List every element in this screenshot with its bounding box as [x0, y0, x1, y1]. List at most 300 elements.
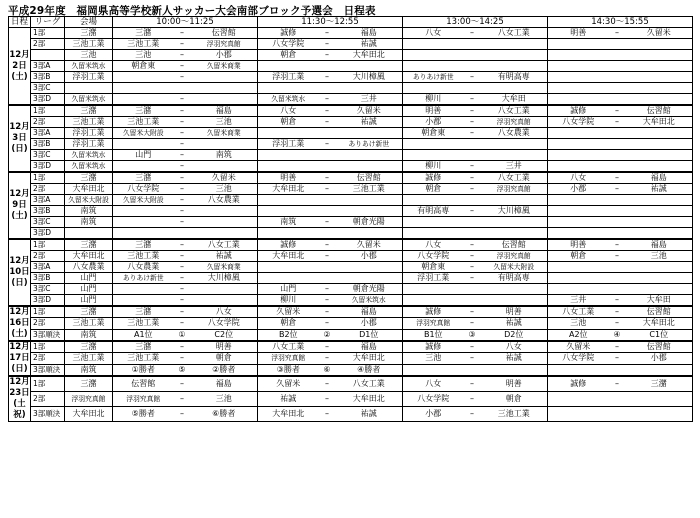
away-team: 八女: [481, 341, 548, 353]
venue-cell: 三潴: [65, 341, 113, 353]
home-team: [258, 128, 319, 139]
match-separator: –: [319, 239, 336, 251]
away-team: C1位: [626, 329, 693, 341]
match-separator: –: [464, 206, 481, 217]
match-separator: –: [174, 161, 191, 173]
venue-cell: [65, 228, 113, 240]
match-separator: [609, 217, 626, 228]
home-team: 三潴: [113, 28, 174, 39]
away-team: 大牟田北: [626, 117, 693, 128]
match-separator: –: [464, 184, 481, 195]
match-separator: –: [609, 376, 626, 392]
home-team: [403, 364, 464, 376]
match-separator: –: [174, 172, 191, 184]
venue-cell: 三潴: [65, 28, 113, 39]
venue-cell: 大牟田北: [65, 184, 113, 195]
away-team: 大牟田北: [626, 318, 693, 329]
match-separator: –: [174, 262, 191, 273]
home-team: 誠修: [548, 376, 609, 392]
away-team: 久留米: [626, 28, 693, 39]
match-separator: –: [464, 72, 481, 83]
home-team: [258, 61, 319, 72]
league-cell: 3部D: [31, 228, 65, 240]
home-team: [113, 94, 174, 106]
venue-cell: 浮羽究真館: [65, 392, 113, 407]
match-separator: [609, 392, 626, 407]
match-separator: [609, 72, 626, 83]
away-team: D2位: [481, 329, 548, 341]
home-team: 久留米: [258, 306, 319, 318]
home-team: [258, 195, 319, 206]
away-team: 浮羽究真館: [481, 117, 548, 128]
away-team: [626, 284, 693, 295]
page-title: 平成29年度 福岡県高等学校新人サッカー大会南部ブロック予選会 日程表: [8, 5, 376, 17]
match-separator: –: [609, 184, 626, 195]
home-team: [548, 228, 609, 240]
league-cell: 3部順決: [31, 329, 65, 341]
venue-cell: 三池: [65, 50, 113, 61]
match-separator: –: [464, 251, 481, 262]
league-cell: [31, 50, 65, 61]
away-team: 祐誠: [481, 353, 548, 364]
away-team: [481, 39, 548, 50]
away-team: 八女工業: [191, 239, 258, 251]
venue-cell: 三潴: [65, 172, 113, 184]
home-team: [258, 228, 319, 240]
home-team: 朝倉: [548, 251, 609, 262]
home-team: ⑤勝者: [113, 407, 174, 422]
home-team: 明善: [403, 105, 464, 117]
home-team: 久留米: [258, 376, 319, 392]
home-team: 三井: [548, 295, 609, 307]
home-team: [113, 217, 174, 228]
match-separator: –: [174, 306, 191, 318]
match-separator: [609, 83, 626, 94]
home-team: 三池工業: [113, 251, 174, 262]
match-separator: [319, 262, 336, 273]
away-team: [481, 284, 548, 295]
away-team: ②勝者: [191, 364, 258, 376]
match-separator: –: [319, 72, 336, 83]
home-team: 大牟田北: [258, 184, 319, 195]
away-team: [626, 128, 693, 139]
match-separator: –: [174, 392, 191, 407]
match-separator: –: [319, 376, 336, 392]
home-team: 三池: [548, 318, 609, 329]
home-team: [403, 39, 464, 50]
away-team: [336, 228, 403, 240]
match-separator: –: [174, 341, 191, 353]
away-team: [626, 94, 693, 106]
schedule-row: [9, 117, 693, 128]
schedule-row: [9, 128, 693, 139]
home-team: 八女工業: [258, 341, 319, 353]
schedule-row: [9, 273, 693, 284]
venue-cell: 三池工業: [65, 318, 113, 329]
match-separator: –: [174, 239, 191, 251]
date-cell: 12月16日(土): [9, 307, 30, 339]
away-team: [626, 392, 693, 407]
away-team: 大牟田北: [336, 392, 403, 407]
league-cell: 2部: [31, 318, 65, 329]
away-team: D1位: [336, 329, 403, 341]
match-separator: [319, 128, 336, 139]
home-team: 朝倉東: [113, 61, 174, 72]
match-separator: [609, 364, 626, 376]
match-separator: –: [174, 139, 191, 150]
match-separator: –: [174, 195, 191, 206]
away-team: [336, 83, 403, 94]
home-team: 誠修: [403, 306, 464, 318]
away-team: [481, 50, 548, 61]
away-team: 大牟田北: [336, 50, 403, 61]
away-team: [336, 61, 403, 72]
away-team: [191, 72, 258, 83]
match-separator: –: [464, 306, 481, 318]
home-team: 八女: [403, 239, 464, 251]
date-cell: 12月3日(日): [9, 105, 31, 172]
match-separator: –: [174, 128, 191, 139]
away-team: [336, 206, 403, 217]
away-team: [626, 72, 693, 83]
home-team: [403, 195, 464, 206]
home-team: 八女学院: [548, 117, 609, 128]
home-team: [258, 206, 319, 217]
match-separator: –: [464, 172, 481, 184]
away-team: 久留米商業: [191, 262, 258, 273]
away-team: 八女工業: [481, 172, 548, 184]
away-team: 福島: [626, 172, 693, 184]
away-team: [626, 407, 693, 422]
match-separator: [464, 61, 481, 72]
match-separator: –: [464, 318, 481, 329]
home-team: [113, 206, 174, 217]
home-team: 朝倉: [258, 117, 319, 128]
away-team: 福島: [191, 376, 258, 392]
home-team: [403, 50, 464, 61]
match-separator: –: [464, 105, 481, 117]
away-team: 祐誠: [336, 39, 403, 50]
match-separator: [319, 61, 336, 72]
match-separator: –: [319, 284, 336, 295]
match-separator: [609, 128, 626, 139]
away-team: 朝倉光陽: [336, 217, 403, 228]
away-team: 浮羽究真館: [481, 251, 548, 262]
away-team: ④勝者: [336, 364, 403, 376]
home-team: [548, 284, 609, 295]
home-team: [548, 273, 609, 284]
away-team: 八女工業: [481, 105, 548, 117]
header-date: 日程: [9, 17, 31, 28]
home-team: 柳川: [258, 295, 319, 307]
venue-cell: 山門: [65, 284, 113, 295]
away-team: [481, 217, 548, 228]
match-separator: –: [609, 239, 626, 251]
home-team: 大牟田北: [258, 407, 319, 422]
match-separator: [464, 150, 481, 161]
away-team: 八女: [191, 306, 258, 318]
match-separator: [319, 83, 336, 94]
match-separator: –: [174, 184, 191, 195]
away-team: [481, 83, 548, 94]
schedule-body: [9, 28, 693, 422]
away-team: 三潴: [626, 376, 693, 392]
home-team: [113, 83, 174, 94]
match-separator: –: [174, 72, 191, 83]
home-team: 明善: [548, 28, 609, 39]
home-team: [403, 284, 464, 295]
home-team: 八女学院: [113, 184, 174, 195]
league-cell: 2部: [31, 39, 65, 50]
schedule-row: [9, 172, 693, 184]
away-team: 有明高専: [481, 72, 548, 83]
league-cell: 1部: [31, 341, 65, 353]
home-team: A1位: [113, 329, 174, 341]
home-team: [548, 262, 609, 273]
home-team: [548, 195, 609, 206]
away-team: 大川樟風: [191, 273, 258, 284]
match-separator: [609, 161, 626, 173]
away-team: 福島: [191, 105, 258, 117]
away-team: 三池: [191, 184, 258, 195]
home-team: 八女学院: [258, 39, 319, 50]
league-cell: 3部B: [31, 206, 65, 217]
match-separator: [609, 61, 626, 72]
home-team: 伝習館: [113, 376, 174, 392]
match-separator: –: [609, 295, 626, 307]
match-separator: ②: [319, 329, 336, 341]
match-separator: –: [319, 251, 336, 262]
league-cell: 2部: [31, 184, 65, 195]
away-team: 福島: [336, 28, 403, 39]
away-team: [191, 217, 258, 228]
match-separator: –: [609, 117, 626, 128]
away-team: 伝習館: [336, 172, 403, 184]
away-team: 浮羽究真館: [481, 184, 548, 195]
away-team: [481, 195, 548, 206]
league-cell: 2部: [31, 251, 65, 262]
match-separator: [319, 161, 336, 173]
home-team: [548, 72, 609, 83]
schedule-row: [9, 284, 693, 295]
home-team: 久留米: [548, 341, 609, 353]
venue-cell: [65, 83, 113, 94]
home-team: 三池工業: [113, 318, 174, 329]
match-separator: ①: [174, 329, 191, 341]
league-cell: 3部C: [31, 83, 65, 94]
home-team: 八女学院: [403, 392, 464, 407]
away-team: 久留米商業: [191, 128, 258, 139]
header-venue: 会場: [65, 17, 113, 28]
away-team: 三井: [481, 161, 548, 173]
venue-cell: 八女農業: [65, 262, 113, 273]
venue-cell: 久留米大附設: [65, 195, 113, 206]
away-team: [191, 295, 258, 307]
home-team: 山門: [113, 150, 174, 161]
match-separator: –: [174, 217, 191, 228]
match-separator: [609, 139, 626, 150]
match-separator: [464, 50, 481, 61]
home-team: 八女工業: [548, 306, 609, 318]
match-separator: [319, 228, 336, 240]
venue-cell: 三潴: [65, 306, 113, 318]
match-separator: –: [319, 306, 336, 318]
home-team: B1位: [403, 329, 464, 341]
venue-cell: 三潴: [65, 239, 113, 251]
home-team: [113, 228, 174, 240]
league-cell: 3部D: [31, 295, 65, 307]
away-team: 大牟田: [481, 94, 548, 106]
match-separator: [464, 39, 481, 50]
away-team: 明善: [481, 376, 548, 392]
match-separator: –: [319, 295, 336, 307]
away-team: 八女農業: [191, 195, 258, 206]
home-team: B2位: [258, 329, 319, 341]
league-cell: 3部A: [31, 195, 65, 206]
home-team: ありあけ新世: [113, 273, 174, 284]
match-separator: [464, 364, 481, 376]
away-team: 久留米: [336, 105, 403, 117]
match-separator: [174, 83, 191, 94]
away-team: 伝習館: [626, 306, 693, 318]
away-team: [626, 83, 693, 94]
away-team: 祐誠: [481, 318, 548, 329]
away-team: [626, 262, 693, 273]
match-separator: ③: [464, 329, 481, 341]
schedule-row: [9, 161, 693, 173]
venue-cell: 久留米筑水: [65, 150, 113, 161]
schedule-row: [9, 184, 693, 195]
match-separator: –: [319, 318, 336, 329]
away-team: [626, 273, 693, 284]
home-team: [403, 61, 464, 72]
home-team: 祐誠: [258, 392, 319, 407]
away-team: [191, 228, 258, 240]
away-team: ⑥勝者: [191, 407, 258, 422]
schedule-row: [9, 251, 693, 262]
match-separator: [464, 228, 481, 240]
home-team: ありあけ新世: [403, 72, 464, 83]
league-cell: 3部C: [31, 150, 65, 161]
home-team: [403, 150, 464, 161]
match-separator: –: [609, 306, 626, 318]
home-team: ③勝者: [258, 364, 319, 376]
schedule-row: [9, 306, 693, 318]
away-team: 久留米筑水: [336, 295, 403, 307]
home-team: 三池工業: [113, 39, 174, 50]
home-team: [548, 161, 609, 173]
home-team: 小郡: [548, 184, 609, 195]
header-slot: 14:30～15:55: [548, 17, 693, 28]
match-separator: [464, 139, 481, 150]
home-team: [403, 295, 464, 307]
venue-cell: 浮羽工業: [65, 72, 113, 83]
match-separator: –: [319, 94, 336, 106]
away-team: 福島: [336, 306, 403, 318]
schedule-row: [9, 61, 693, 72]
match-separator: [609, 195, 626, 206]
league-cell: 3部A: [31, 61, 65, 72]
away-team: 大牟田北: [336, 353, 403, 364]
away-team: 八女学院: [191, 318, 258, 329]
venue-cell: 浮羽工業: [65, 128, 113, 139]
venue-cell: 久留米筑水: [65, 161, 113, 173]
away-team: 三池工業: [481, 407, 548, 422]
date-cell: 12月2日(土): [9, 28, 31, 106]
schedule-row: [9, 94, 693, 106]
match-separator: [464, 195, 481, 206]
venue-cell: 三潴: [65, 105, 113, 117]
away-team: 浮羽究真館: [191, 39, 258, 50]
match-separator: –: [174, 251, 191, 262]
match-separator: –: [464, 128, 481, 139]
match-separator: [609, 94, 626, 106]
schedule-row: [9, 195, 693, 206]
home-team: 三池工業: [113, 117, 174, 128]
home-team: 誠修: [258, 239, 319, 251]
match-separator: –: [464, 28, 481, 39]
header-slot: 10:00～11:25: [113, 17, 258, 28]
league-cell: 2部: [31, 117, 65, 128]
match-separator: –: [174, 284, 191, 295]
away-team: 三池: [191, 392, 258, 407]
match-separator: –: [609, 341, 626, 353]
match-separator: –: [464, 117, 481, 128]
match-separator: –: [319, 353, 336, 364]
away-team: 大牟田: [626, 295, 693, 307]
venue-cell: 大牟田北: [65, 251, 113, 262]
match-separator: –: [609, 28, 626, 39]
away-team: 三池: [191, 117, 258, 128]
match-separator: –: [609, 318, 626, 329]
match-separator: [319, 206, 336, 217]
schedule-table: [8, 16, 693, 422]
match-separator: –: [174, 295, 191, 307]
away-team: 祐誠: [336, 117, 403, 128]
venue-cell: 三池工業: [65, 39, 113, 50]
match-separator: –: [464, 376, 481, 392]
match-separator: –: [174, 28, 191, 39]
match-separator: [609, 262, 626, 273]
venue-cell: 三池工業: [65, 353, 113, 364]
date-cell: 12月9日(土): [9, 172, 31, 239]
match-separator: [609, 50, 626, 61]
match-separator: [319, 150, 336, 161]
away-team: 三池工業: [336, 184, 403, 195]
home-team: [548, 50, 609, 61]
league-cell: 3部C: [31, 284, 65, 295]
match-separator: –: [319, 217, 336, 228]
league-cell: 3部C: [31, 217, 65, 228]
away-team: [481, 139, 548, 150]
home-team: 小郡: [403, 407, 464, 422]
away-team: 三池: [626, 251, 693, 262]
schedule-row: [9, 228, 693, 240]
home-team: [113, 72, 174, 83]
home-team: [258, 83, 319, 94]
schedule-row: [9, 28, 693, 39]
venue-cell: 南筑: [65, 217, 113, 228]
home-team: [548, 364, 609, 376]
away-team: 祐誠: [191, 251, 258, 262]
home-team: 柳川: [403, 94, 464, 106]
match-separator: [464, 83, 481, 94]
away-team: 大川樟風: [481, 206, 548, 217]
match-separator: –: [464, 392, 481, 407]
home-team: [258, 161, 319, 173]
home-team: 久留米筑水: [258, 94, 319, 106]
home-team: 八女: [258, 105, 319, 117]
